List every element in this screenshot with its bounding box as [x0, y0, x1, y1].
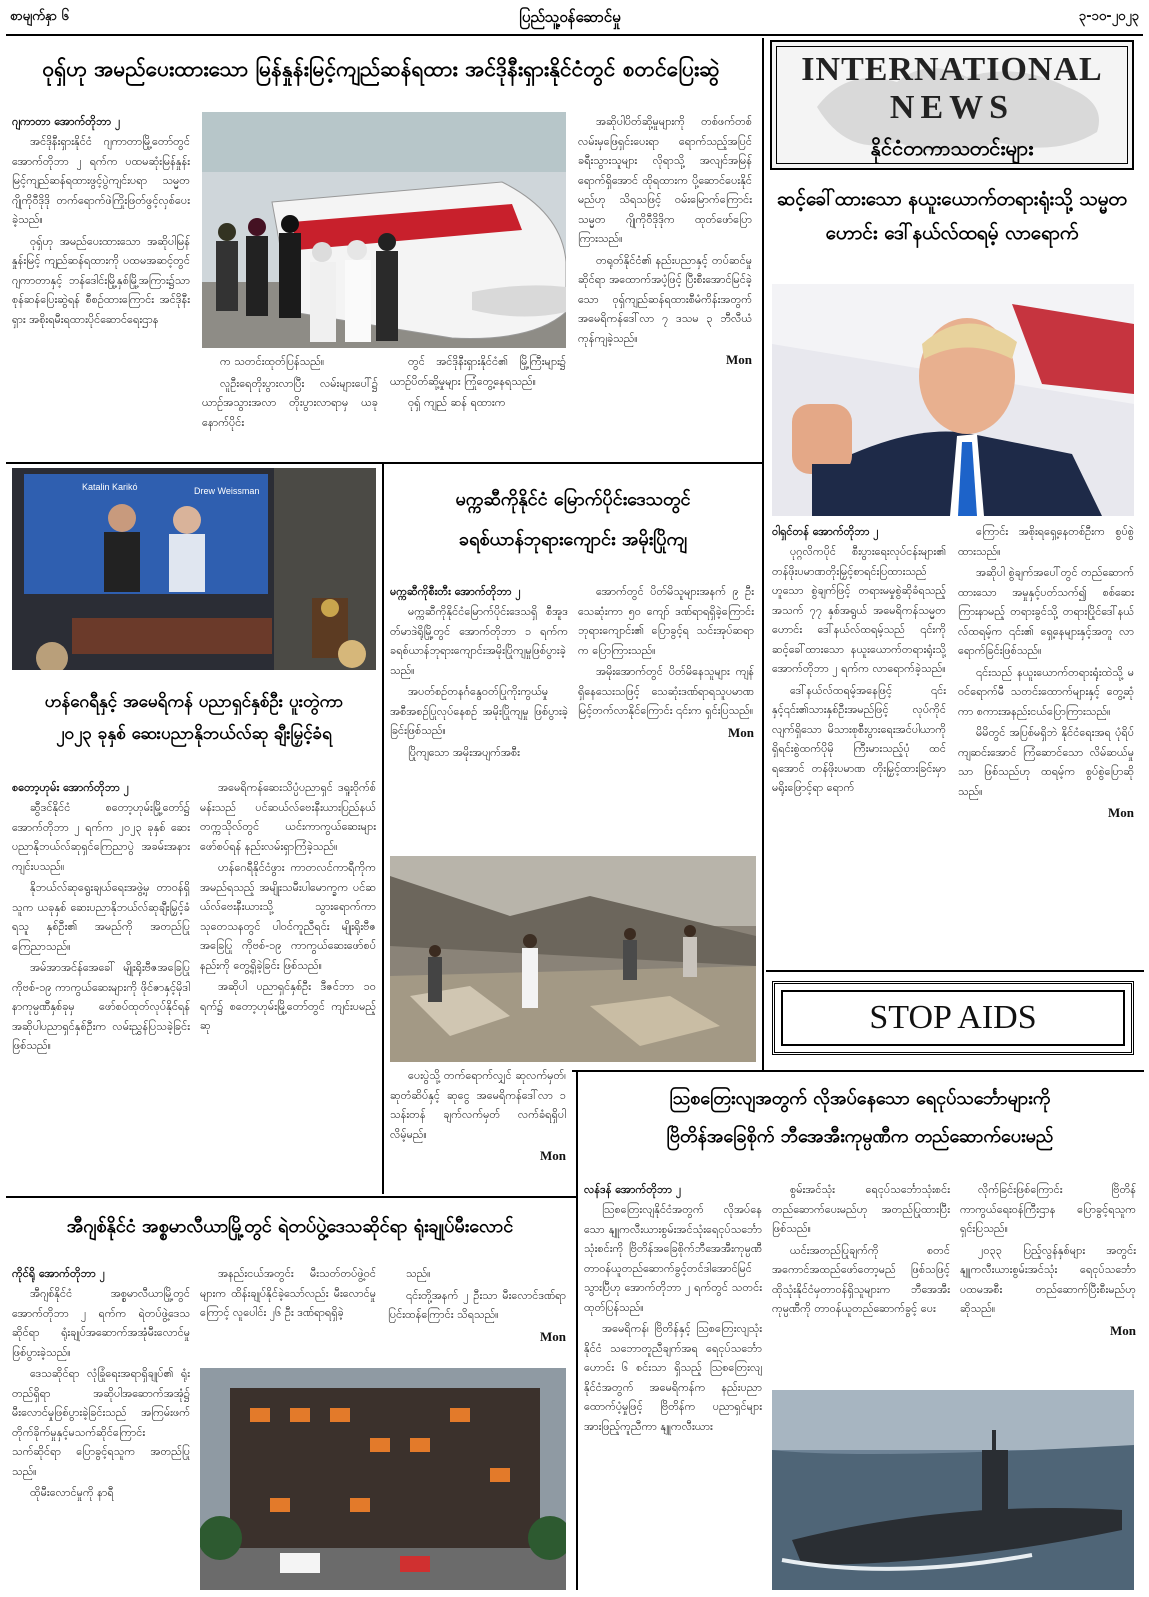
church-collapse-photo: [390, 856, 756, 1062]
screen-name-2: Drew Weissman: [194, 486, 260, 496]
egypt-paragraph: သည်။: [406, 1267, 431, 1280]
trump-byline: ဝါရှင်တန် အောက်တိုဘာ ၂: [772, 525, 879, 538]
nobel-byline: စတော့ဟုမ်း အောက်တိုဘာ ၂: [12, 781, 130, 794]
newspaper-logo: [505, 2, 635, 32]
nobel-col-3: [390, 1066, 566, 1190]
intl-title-line3: နိုင်ငံတကာသတင်းများ: [870, 136, 1034, 160]
rail-paragraph: ဝုရှ် ကျည် ဆန် ရထားက: [408, 396, 506, 409]
intl-title-line1: INTERNATIONAL: [801, 51, 1103, 88]
mexico-paragraph: အမိုးအောက်တွင် ပိတ်မိနေသူများ ကျန်ရှိနေသေးသဖြင့် သေဆုံးဒဏ်ရာရသူပမာဏမြင့်တက်လာနိုင်ကြောင်း ၎င်းက ရှင်းပြသည်။: [578, 665, 754, 717]
nobel-headline-line2: ၂၀၂၃ ခုနှစ် ဆေးပညာနိုဘယ်လ်ဆု ချီးမြှင့်ခံရ: [56, 724, 332, 744]
egypt-headline: အီဂျစ်နိုင်ငံ အစ္စမာလီယာမြို့တွင် ရဲတပ်ပွဲ့ဒေသဆိုင်ရာ ရုံးချုပ်မီးလောင်: [66, 1216, 514, 1237]
trump-headline: ဆင့်ခေါ်ထားသော နယူးယောက်တရားရုံးသို့ သမ္မတဟောင်း ဒေါ်နယ်လ်ထရမ့် လာရောက်: [777, 188, 1127, 244]
nobel-paragraph: အမေရိကန်ဆေးသိပ္ပံပညာရှင် ဒရူးဝိုက်စ်မန်းသည် ပင်ဆယ်လ်ဗေးနီးယားပြည်နယ်တက္ကသိုလ်တွင် ယင်းကာကွယ်ဆေးများ ဖော်စပ်ရန် နည်းလမ်းရှာကြံခဲ့သည်။: [200, 781, 376, 853]
trump-photo: [772, 284, 1134, 516]
mexico-headline-line2: ခရစ်ယာန်ဘုရားကျောင်း အမိုးပြိုကျ: [459, 529, 687, 550]
nobel-headline: [12, 686, 376, 750]
logo-text: ပြည်သူ့ဝန်ဆောင်မှု: [519, 8, 621, 26]
uk-paragraph: ၂၀၃၃ ပြည့်လွန်နှစ်များ အတွင်း နျူကလီးယားစွမ်းအင်သုံး ရေငုပ်သင်္ဘောပထမအစီး တည်ဆောက်ပြီးစီးမည်ဟု ဆိုသည်။: [960, 1243, 1136, 1315]
bullet-train-photo: [202, 112, 566, 348]
nobel-col-2: [200, 778, 376, 1190]
rail-paragraph: ဝုရှ်ဟု အမည်ပေးထားသော အဆိုပါမြန်နှုန်းမြင့် ကျည်ဆန်ရထားကို ပထမအဆင့်တွင် ဂျကာတာနှင့် ဘန်ဒေါင်းမြို့နှစ်မြို့အကြား၌သာ စုန်ဆန်ပြေးဆွဲရန် စီစဉ်ထားကြောင်း အင်ဒိုနီးရှား အစိုးရမီးရထားပိုင်ဆောင်ရေးဌာန: [12, 234, 190, 326]
mexico-headline: [388, 480, 758, 560]
uk-byline: လန်ဒန် အောက်တိုဘာ ၂: [584, 1183, 682, 1196]
trump-col-2: [958, 522, 1134, 962]
rail-paragraph: တွင် အင်ဒိုနီးရှားနိုင်ငံ၏ မြို့ကြီးများ၌ ယာဉ်ပိတ်ဆို့မှုများ ကြုံတွေ့နေရသည်။: [390, 355, 566, 388]
egypt-col-3: [388, 1264, 566, 1360]
rail-paragraph: က သတင်းထုတ်ပြန်သည်။: [220, 355, 325, 368]
rail-paragraph: တရုတ်နိုင်ငံ၏ နည်းပညာနှင့် တပ်ဆင်မှုဆိုင်ရာ အထောက်အပံ့ဖြင့် ပြီးစီးအောင်မြင်ခဲ့သော ဝုရှ်ကျည်ဆန်ရထားစီမံကိန်းအတွက် အမေရိကန်ဒေါ်လာ ၇ ဒသမ ၃ ဘီလီယံ ကုန်ကျခဲ့သည်။: [578, 253, 752, 345]
stop-aids-text: STOP AIDS: [781, 990, 1125, 1046]
intl-title-line2: NEWS: [889, 89, 1015, 126]
egypt-paragraph: အနည်းငယ်အတွင်း မီးသတ်တပ်ဖွဲ့ဝင်များက ထိန်းချုပ်နိုင်ခဲ့သော်လည်း မီးလောင်မှုကြောင့် လူပေါင်း ၂၆ ဦး ဒဏ်ရာရရှိခဲ့: [200, 1267, 376, 1319]
nobel-paragraph: အမ်အာအင်န်အေခေါ် မျိုးရိုးဗီဇအခြေပြု ကိုဗစ်-၁၉ ကာကွယ်ဆေးများကို ဖိုင်ဇာနှင့်မိုဒါနာကုမ္ပဏီနှစ်ခုမှ ဖော်စပ်ထုတ်လုပ်နိုင်ရန် အဆိုပါပညာရှင်နှစ်ဦးက လမ်းညွှန်ပြသခဲ့ခြင်းဖြစ်သည်။: [12, 961, 190, 1052]
egypt-paragraph: အီဂျစ်နိုင်ငံ အစ္စမာလီယာမြို့တွင် အောက်တိုဘာ ၂ ရက်က ရဲတပ်ဖွဲ့ဒေသဆိုင်ရာ ရုံးချုပ်အဆောက်အအုံမီးလောင်မှု ဖြစ်ပွားခဲ့သည်။: [12, 1287, 190, 1359]
egypt-col-1: [12, 1264, 190, 1590]
international-news-banner: [770, 40, 1134, 170]
trump-col-1: [772, 522, 946, 962]
column-rule: [382, 462, 384, 1194]
mexico-col-2: [578, 582, 754, 844]
masthead-rule: [6, 34, 1143, 36]
mexico-signature: Mon: [728, 724, 754, 740]
uk-headline: [580, 1080, 1140, 1156]
stop-aids-box: [772, 981, 1134, 1055]
rail-paragraph: အင်ဒိုနီးရှားနိုင်ငံ ဂျကာတာမြို့တော်တွင် အောက်တိုဘာ ၂ ရက်က ပထမဆုံးမြန်နှုန်းမြင့်ကျည်ဆန်ရထားဖွင့်ပွဲကျင်းပရာ သမ္မတ ဂျိုကိုဝီဒိုဒို တက်ရောက်ဖဲကြိုးဖြတ်ဖွင့်လှစ်ပေးခဲ့သည်။: [12, 135, 190, 226]
submarine-photo: [772, 1390, 1134, 1590]
masthead: [0, 0, 1149, 36]
egypt-paragraph: ၎င်းတို့အနက် ၂ ဦးသာ မီးလောင်ဒဏ်ရာပြင်းထန်ကြောင်း သိရသည်။: [388, 1288, 566, 1321]
rail-col-1: [12, 112, 190, 458]
egypt-paragraph: ထိုမီးလောင်မှုကို နာရီ: [30, 1486, 114, 1499]
section-rule: [6, 462, 762, 464]
mexico-col-1: [390, 582, 568, 844]
rail-col-3: [390, 352, 566, 458]
trump-paragraph: ၎င်းသည် နယူးယောက်တရားရုံးထဲသို့ မဝင်ရောက်မီ သတင်းထောက်များနှင့် တွေ့ဆုံကာ စကားအနည်းငယ်ပြောကြားသည်။: [958, 665, 1134, 718]
rail-col-2: [202, 352, 378, 458]
nobel-signature: Mon: [540, 1148, 566, 1163]
section-rule: [572, 1070, 1144, 1072]
rail-byline: ဂျကာတာ အောက်တိုဘာ ၂: [12, 115, 121, 128]
nobel-paragraph: အဆိုပါ ပညာရှင်နှစ်ဦး ဒီဇင်ဘာ ၁၀ ရက်၌ စတော့ဟုမ်းမြို့တော်တွင် ကျင်းပမည့် ဆု: [200, 980, 376, 1032]
trump-paragraph: အဆိုပါ စွဲချက်အပေါ်တွင် တည်ဆောက်ထားသော အမှုနှင့်ပတ်သက်၍ စစ်ဆေးကြားနာမည့် တရားခွင်သို့ တရားပြိုင်ဒေါ်နယ်လ်ထရမ့်က ၎င်း၏ ရှေ့နေများနှင့်အတူ လာရောက်ခြင်းဖြစ်သည်။: [958, 566, 1134, 657]
column-rule: [762, 38, 764, 1072]
column-rule: [576, 1070, 578, 1590]
uk-signature: Mon: [1110, 1322, 1136, 1338]
uk-paragraph: စွမ်းအင်သုံး ရေငုပ်သင်္ဘောသုံးစင်း တည်ဆောက်ပေးမည်ဟု အတည်ပြုထားပြီး ဖြစ်သည်။: [772, 1183, 950, 1235]
mexico-paragraph: ပြိုကျသော အမိုးအပျက်အစီး: [408, 745, 520, 759]
nobel-paragraph: ဟန်ဂေရီနိုင်ငံဖွား ကာတလင်ကာရီကိုက အမည်ရသည့် အမျိုးသမီးပါမောက္ခက ပင်ဆယ်လ်ဗေးနီးယားသို့ သွားရောက်ကာ သုတေသနတွင် ပါဝင်ကူညီရင်း မျိုးရိုးဗီဇအခြေပြု ကိုဗစ်-၁၉ ကာကွယ်ဆေးဖော်စပ်နည်းကို တွေ့ရှိခဲ့ခြင်း ဖြစ်သည်။: [200, 861, 376, 972]
egypt-col-2: [200, 1264, 376, 1360]
nobel-paragraph: နိုဘယ်လ်ဆုရွေးချယ်ရေးအဖွဲ့မှ တာဝန်ရှိသူက ယခုနှစ် ဆေးပညာနိုဘယ်လ်ဆုချီးမြှင့်ခံရသူ နှစ်ဦး၏ အမည်ကို အတည်ပြုကြေညာသည်။: [12, 881, 190, 953]
uk-paragraph: သြစတြေးလျနိုင်ငံအတွက် လိုအပ်နေသော နျူကလီးယားစွမ်းအင်သုံးရေငုပ်သင်္ဘောသုံးစင်းကို ဗြိတိန်အခြေစိုက်ဘီအေအီးကုမ္ပဏီ တာဝန်ယူတည်ဆောက်ခွင့်တင်ဒါအောင်မြင်သွားပြီဟု အောက်တိုဘာ ၂ ရက်တွင် သတင်းထုတ်ပြန်သည်။: [584, 1203, 762, 1314]
egypt-byline: ကိုင်ရို အောက်တိုဘာ ၂: [12, 1267, 105, 1280]
nobel-paragraph: ဆွီဒင်နိုင်ငံ စတော့ဟုမ်းမြို့တော်၌ အောက်တိုဘာ ၂ ရက်က ၂၀၂၃ ခုနှစ် ဆေးပညာနိုဘယ်လ်ဆုရှင်ကြေညာပွဲ အခမ်းအနားကျင်းပသည်။: [12, 801, 190, 873]
uk-col-1: [584, 1180, 762, 1590]
egypt-paragraph: ဒေသဆိုင်ရာ လုံခြုံရေးအရာရှိချုပ်၏ ရုံးတည်ရှိရာ အဆိုပါအဆောက်အအုံ၌ မီးလောင်မှုဖြစ်ပွားခဲ့ခြင်းသည် အကြမ်းဖက်တိုက်ခိုက်မှုနှင့်မသက်ဆိုင်ကြောင်း သက်ဆိုင်ရာ ပြောခွင့်ရသူက အတည်ပြုသည်။: [12, 1367, 190, 1478]
mexico-paragraph: အောက်တွင် ပိတ်မိသူများအနက် ၉ ဦး သေဆုံးကာ ၅၀ ကျော် ဒဏ်ရာရရှိခဲ့ကြောင်း ဘုရားကျောင်း၏ ပြောခွင့်ရ သင်းအုပ်ဆရာက ပြောကြားသည်။: [578, 585, 754, 657]
trump-paragraph: ကြောင်း အစိုးရရှေ့နေတစ်ဦးက စွပ်စွဲထားသည်။: [958, 525, 1134, 558]
trump-paragraph: ဒေါ်နယ်လ်ထရမ့်အနေဖြင့် ၎င်းနှင့်၎င်း၏သားနှစ်ဦးအမည်ဖြင့် လုပ်ကိုင်လျက်ရှိသော မိသားစုစီးပွားရေးအင်ပါယာကို ရှိရင်းစွဲထက်ပိုမို ကြီးမားသည့်ပုံ ထင်ရအောင် တန်ဖိုးပမာဏ တိုးမြှင့်ထားခြင်းမှာ မရိုးဖြောင့်ရာ ရောက်: [772, 683, 946, 794]
trump-signature: Mon: [1108, 805, 1134, 820]
egypt-signature: Mon: [540, 1328, 566, 1344]
nobel-col-1: [12, 778, 190, 1190]
mexico-paragraph: အပတ်စဉ်တနင်္ဂနွေဝတ်ပြုကိုးကွယ်မှု အစီအစဉ်ပြုလုပ်နေစဉ် အမိုးပြိုကျမှု ဖြစ်ပွားခဲ့ခြင်းဖြစ်သည်။: [390, 685, 568, 737]
mexico-paragraph: မက္ကဆီကိုနိုင်ငံမြောက်ပိုင်းဒေသရှိ စီအူဒတ်မာဒဲရိုမြို့တွင် အောက်တိုဘာ ၁ ရက်က ခရစ်ယာန်ဘုရားကျောင်းအမိုးပြိုကျမှုဖြစ်ပွားခဲ့သည်။: [390, 605, 568, 677]
section-rule: [6, 1196, 576, 1198]
rail-paragraph: လူဦးရေတိုးပွားလာပြီး လမ်းများပေါ်၌ ယာဉ်အသွားအလာ တိုးပွားလာရာမှ ယခုနောက်ပိုင်း: [202, 376, 378, 429]
uk-paragraph: လိုက်ခြင်းဖြစ်ကြောင်း ဗြိတိန်ကာကွယ်ရေးဝန်ကြီးဌာန ပြောခွင့်ရသူက ရှင်းပြသည်။: [960, 1183, 1136, 1235]
uk-col-2: [772, 1180, 950, 1380]
section-rule: [766, 970, 1144, 972]
issue-date: ၃-၁၀-၂၀၂၃: [1078, 9, 1139, 24]
nobel-headline-line1: ဟန်ဂေရီနှင့် အမေရိကန် ပညာရှင်နှစ်ဦး ပူးတွဲကာ: [44, 692, 344, 712]
building-fire-photo: [200, 1368, 566, 1590]
page-number: စာမျက်နှာ ၆: [10, 9, 69, 24]
rail-paragraph: အဆိုပါပိတ်ဆို့မှုများကို တစ်ဖက်တစ်လမ်းမှဖြေရှင်းပေးရာ ရောက်သည့်အပြင် ခရီးသွားသူများ လိုရာသို့ အလျင်အမြန်ရောက်ရှိအောင် ထိုရထားက ပို့ဆောင်ပေးနိုင်မည်ဟု သိရသဖြင့် ဝမ်းမြောက်ကြောင်း သမ္မတ ဂျိုကိုဝီဒိုဒိုက ထုတ်ဖော်ပြောကြားသည်။: [578, 115, 752, 245]
trump-paragraph: ပုဂ္ဂလိကပိုင် စီးပွားရေးလုပ်ငန်းများ၏ တန်ဖိုးပမာဏတိုးမြှင့်စာရင်းပြထားသည်ဟူသော စွဲချက်ဖြင့် တရားမမှုစွဲဆိုခံရသည့် အသက် ၇၇ နှစ်အရွယ် အမေရိကန်သမ္မတဟောင်း ဒေါ်နယ်လ်ထရမ့်သည် ၎င်းကို ဆင့်ခေါ်ထားသော နယူးယောက်တရားရုံးသို့ အောက်တိုဘာ ၂ ရက်က လာရောက်ခဲ့သည်။: [772, 545, 946, 675]
uk-paragraph: ယင်းအတည်ပြုချက်ကို စတင်အကောင်အထည်ဖော်တော့မည် ဖြစ်သဖြင့် ထိုသုံးနိုင်ငံမှတာဝန်ရှိသူများက ဘီအေအီးကုမ္ပဏီကို တာဝန်ယူတည်ဆောက်ခွင့် ပေး: [772, 1243, 950, 1315]
mexico-byline: မက္ကဆီကိုစီးတီး အောက်တိုဘာ ၂: [390, 585, 521, 598]
uk-headline-line2: ဗြိတိန်အခြေစိုက် ဘီအေအီးကုမ္ပဏီက တည်ဆောက်ပေးမည်: [666, 1126, 1054, 1147]
uk-paragraph: အမေရိကန်၊ ဗြိတိန်နှင့် သြစတြေးလျသုံးနိုင်ငံ သဘောတူညီချက်အရ ရေငုပ်သင်္ဘောဟောင်း ၆ စင်းသာ ရှိသည့် သြစတြေးလျနိုင်ငံအတွက် အမေရိကန်က နည်းပညာထောက်ပံ့မှုဖြင့် ဗြိတိန်က ပညာရှင်များ အားဖြည့်ကူညီကာ နျူကလီးယား: [584, 1322, 762, 1433]
rail-signature: Mon: [726, 352, 752, 367]
mexico-headline-line1: မက္ကဆီကိုနိုင်ငံ မြောက်ပိုင်းဒေသတွင်: [455, 489, 691, 510]
nobel-paragraph: ပေးပွဲသို့ တက်ရောက်လျှင် ဆုလက်မှတ်၊ ဆုတံဆိပ်နှင့် ဆုငွေ အမေရိကန်ဒေါ်လာ ၁ သန်းတန် ချက်လက်မှတ် လက်ခံရရှိပါလိမ့်မည်။: [390, 1069, 566, 1141]
trump-paragraph: မိမိတွင် အပြစ်မရှိဘဲ နိုင်ငံရေးအရ ပုံရိပ်ကျဆင်းအောင် ကြံဆောင်သော လိမ်ဆယ်မှုသာ ဖြစ်သည်ဟု ထရမ့်က စွပ်စွဲပြောဆိုသည်။: [958, 726, 1134, 798]
nobel-press-conference-photo: [12, 468, 376, 670]
rail-headline: ဝုရှ်ဟု အမည်ပေးထားသော မြန်နှုန်းမြင့်ကျည်ဆန်ရထား အင်ဒိုနီးရှားနိုင်ငံတွင် စတင်ပြေးဆွဲ: [42, 57, 720, 81]
rail-col-4: [578, 112, 752, 458]
uk-col-3: [960, 1180, 1136, 1380]
uk-headline-line1: သြစတြေးလျအတွက် လိုအပ်နေသော ရေငုပ်သင်္ဘောများကို: [669, 1088, 1051, 1109]
screen-name-1: Katalin Karikó: [82, 482, 138, 492]
